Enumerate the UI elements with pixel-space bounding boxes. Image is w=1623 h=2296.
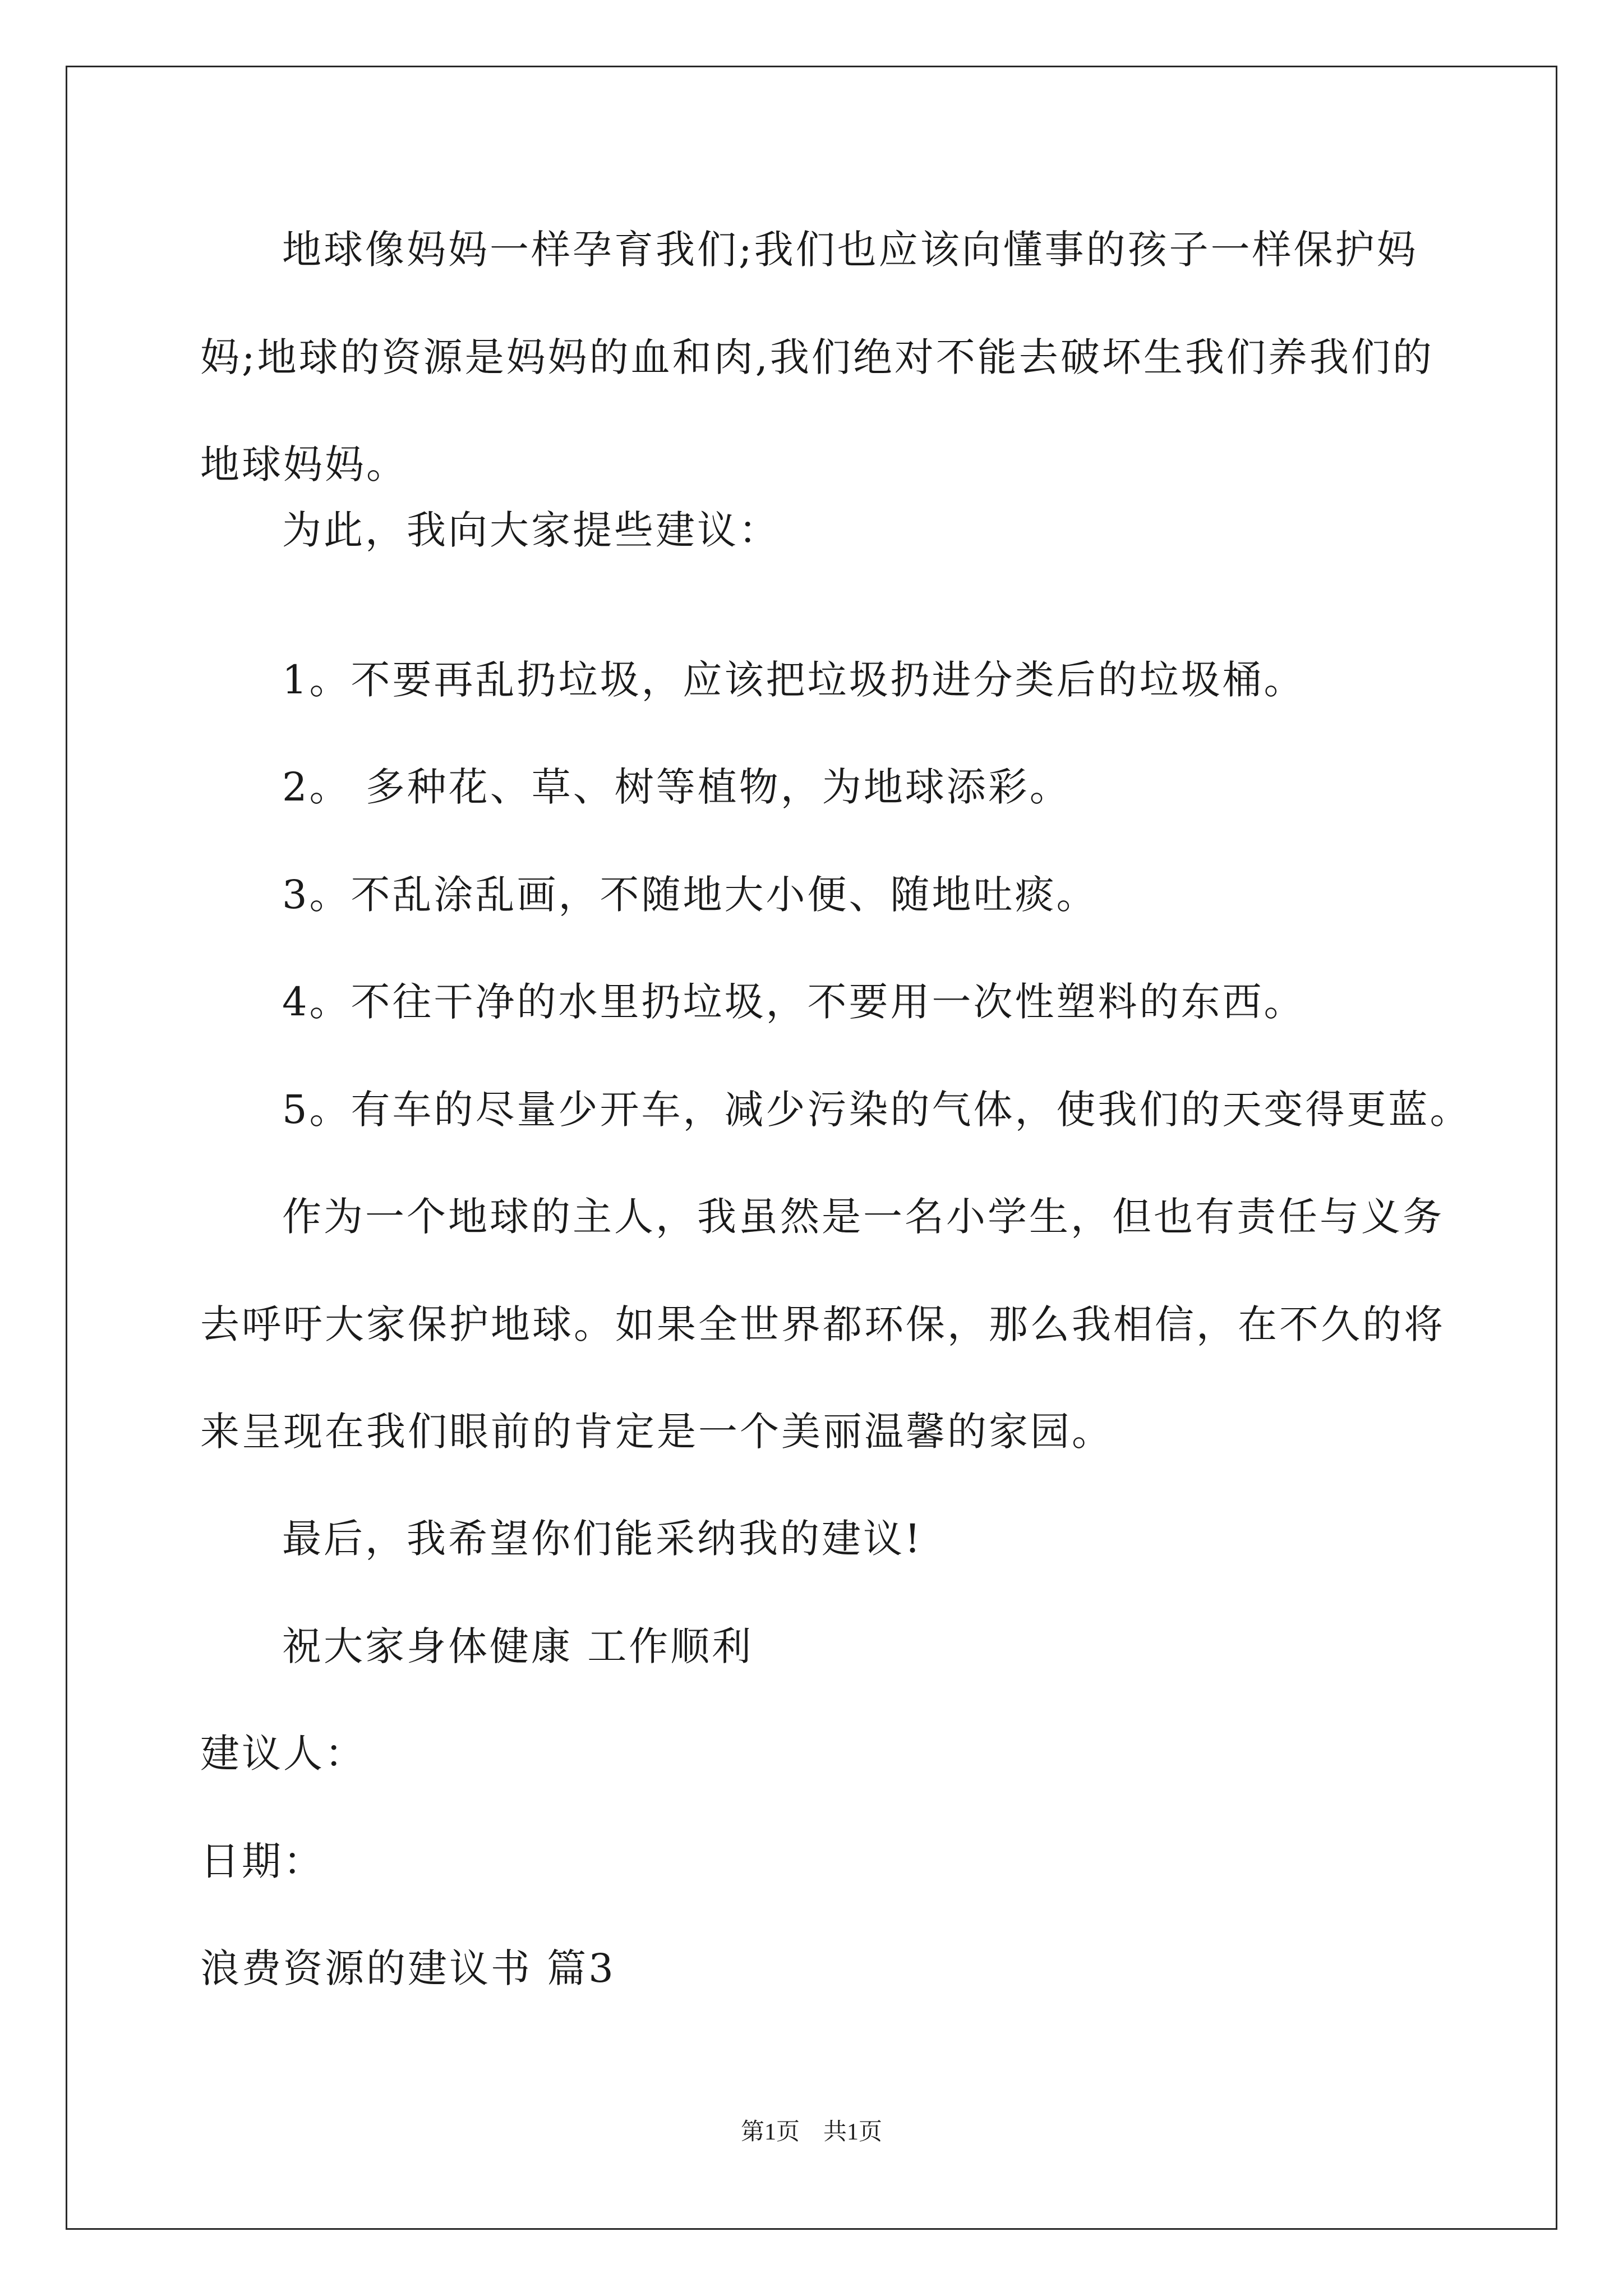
page-footer: 第1页 共1页 xyxy=(740,2119,882,2145)
wishes-line: 祝大家身体健康 工作顺利 xyxy=(282,1623,754,1669)
paragraph-line: 去呼吁大家保护地球。如果全世界都环保，那么我相信，在不久的将 xyxy=(200,1301,1445,1347)
paragraph-line: 来呈现在我们眼前的肯定是一个美丽温馨的家园。 xyxy=(200,1409,1113,1455)
closing-line: 最后，我希望你们能采纳我的建议! xyxy=(282,1516,923,1562)
paragraph-line: 妈;地球的资源是妈妈的血和肉,我们绝对不能去破坏生我们养我们的 xyxy=(200,334,1434,380)
suggestion-item: 1。不要再乱扔垃圾，应该把垃圾扔进分类后的垃圾桶。 xyxy=(282,657,1306,703)
date-label: 日期： xyxy=(200,1838,325,1884)
paragraph-line: 地球妈妈。 xyxy=(200,441,408,487)
page-border xyxy=(66,66,1557,2230)
suggestion-item: 4。不往干净的水里扔垃圾，不要用一次性塑料的东西。 xyxy=(282,979,1306,1025)
suggestion-item: 3。不乱涂乱画，不随地大小便、随地吐痰。 xyxy=(282,872,1098,918)
suggestion-item: 5。有车的尽量少开车，减少污染的气体，使我们的天变得更蓝。 xyxy=(282,1087,1472,1133)
next-section-heading: 浪费资源的建议书 篇3 xyxy=(200,1945,616,1991)
suggestion-item: 2。 多种花、草、树等植物，为地球添彩。 xyxy=(282,764,1071,810)
intro-line: 为此，我向大家提些建议： xyxy=(282,507,780,553)
paragraph-line: 作为一个地球的主人，我虽然是一名小学生，但也有责任与义务 xyxy=(282,1194,1444,1240)
paragraph-line: 地球像妈妈一样孕育我们;我们也应该向懂事的孩子一样保护妈 xyxy=(282,227,1418,273)
signer-label: 建议人： xyxy=(200,1731,366,1777)
